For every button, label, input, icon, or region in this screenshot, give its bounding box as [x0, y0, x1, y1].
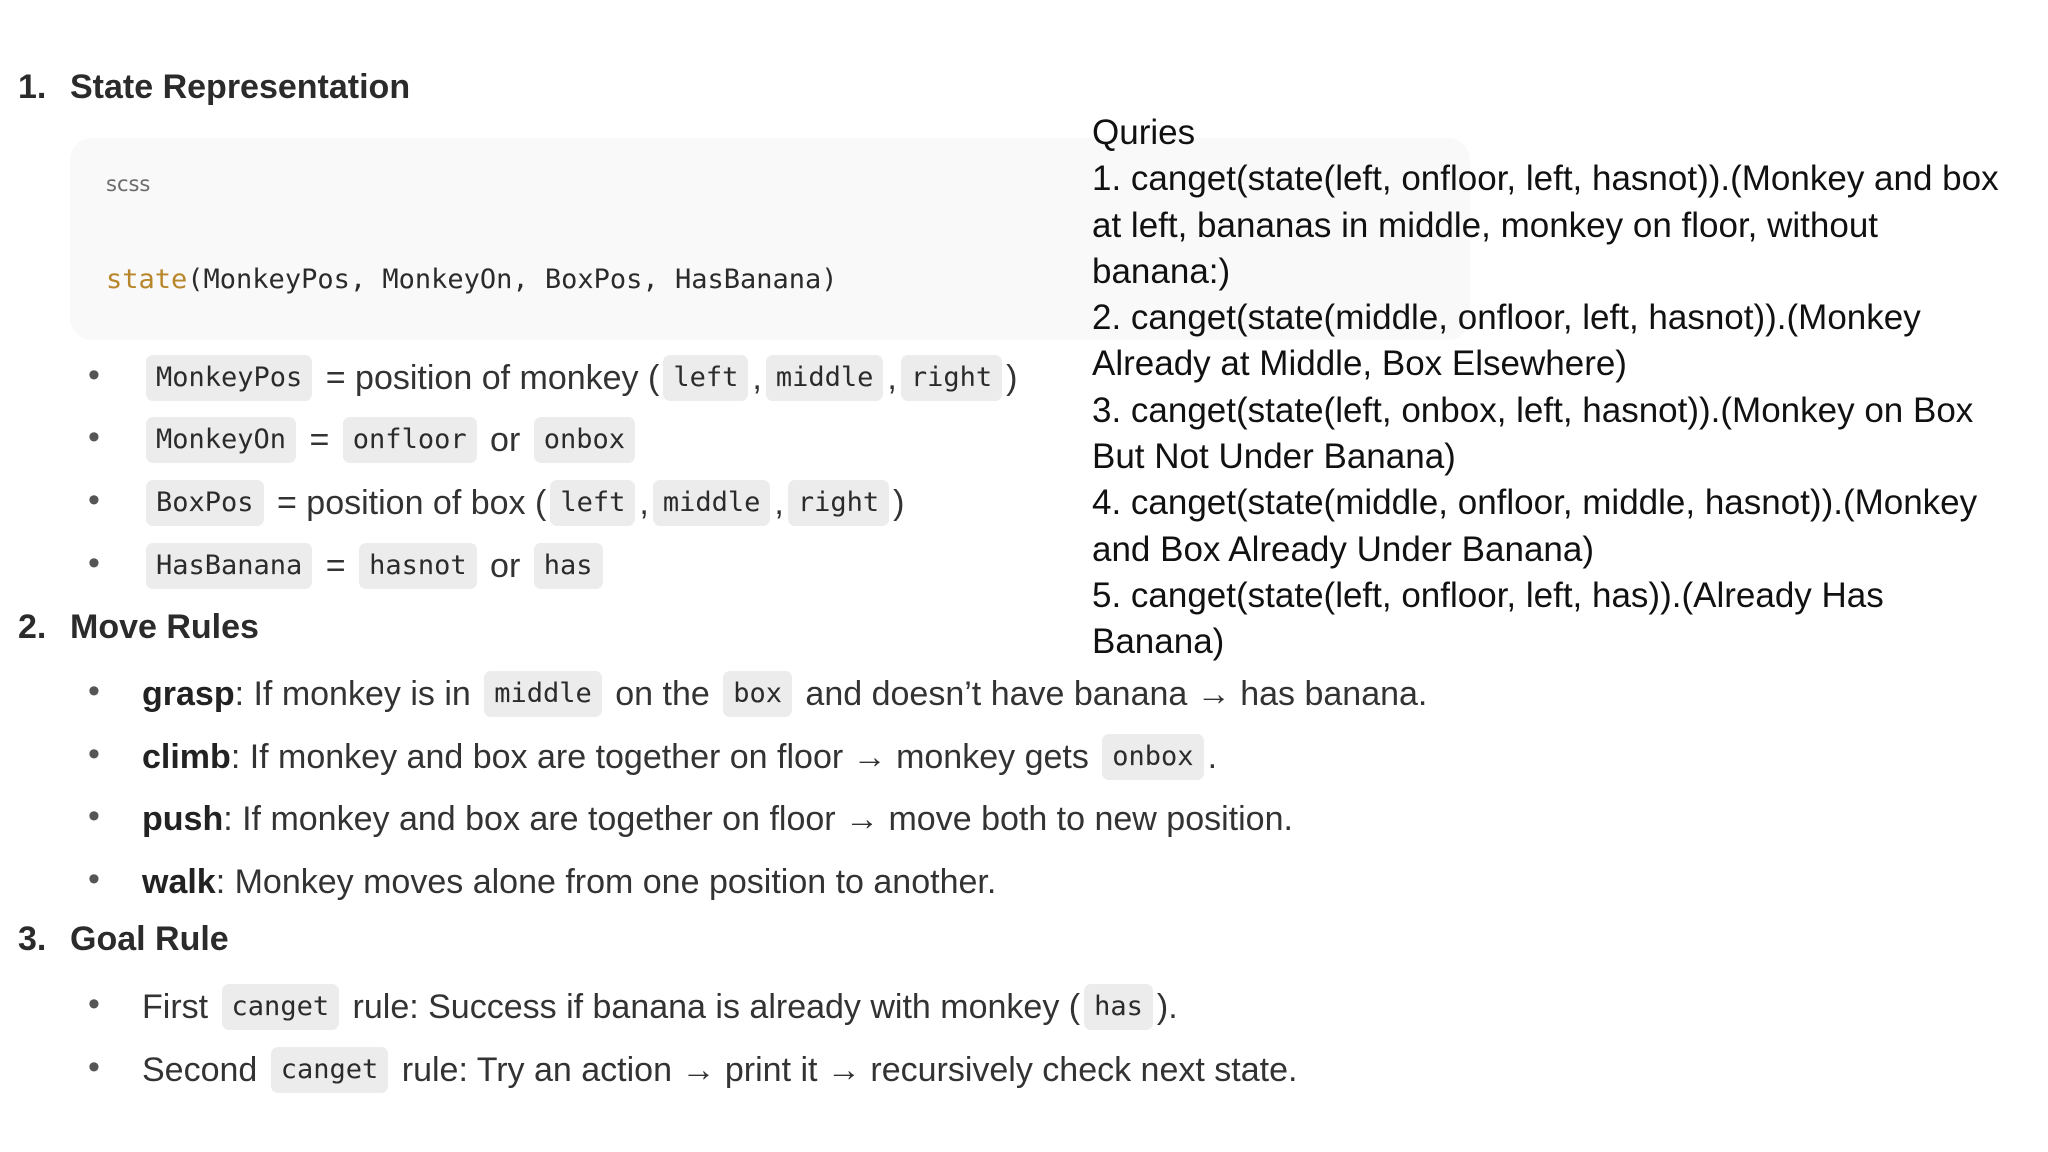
move-rule-climb: climb : If monkey and box are together on floor → monkey gets onbox . [142, 731, 1217, 783]
bullet-icon: • [88, 481, 100, 519]
section-2-title: Move Rules [70, 608, 259, 646]
state-item-monkeypos: MonkeyPos = position of monkey ( left , middle , right ) [142, 352, 1017, 404]
queries-panel [1092, 110, 2032, 666]
query-line: at left, bananas in middle, monkey on floor, without [1092, 205, 1879, 245]
move-rule-push: push : If monkey and box are together on floor → move both to new position. [142, 799, 1293, 838]
query-line: Already at Middle, Box Elsewhere) [1092, 344, 1627, 384]
query-line: 3. canget(state(left, onbox, left, hasnot)).(Monkey on Box [1092, 390, 1974, 430]
section-3-title: Goal Rule [70, 920, 229, 958]
query-line: 2. canget(state(middle, onfloor, left, hasnot)).(Monkey [1092, 298, 1921, 338]
code-language-label: scss [106, 172, 151, 196]
section-3-number: 3. [18, 920, 47, 958]
bullet-icon: • [88, 356, 100, 394]
goal-rule-first: First canget rule: Success if banana is already with monkey ( has ). [142, 981, 1178, 1033]
query-line: 5. canget(state(left, onfloor, left, has)).(Already Has [1092, 575, 1884, 615]
bullet-icon: • [88, 985, 100, 1023]
bullet-icon: • [88, 860, 100, 898]
state-item-boxpos: BoxPos = position of box ( left , middle , right ) [142, 477, 904, 529]
query-line: and Box Already Under Banana) [1092, 529, 1594, 569]
code-function-name: state [106, 264, 188, 295]
code-arguments: (MonkeyPos, MonkeyOn, BoxPos, HasBanana) [187, 264, 838, 295]
section-2-number: 2. [18, 608, 47, 646]
query-line: But Not Under Banana) [1092, 437, 1456, 477]
bullet-icon: • [88, 672, 100, 710]
code-line [106, 264, 838, 295]
bullet-icon: • [88, 1048, 100, 1086]
queries-title: Quries [1092, 113, 1196, 152]
section-1-number: 1. [18, 68, 47, 106]
move-rule-walk: walk : Monkey moves alone from one position to another. [142, 862, 997, 901]
bullet-icon: • [88, 735, 100, 773]
move-rule-grasp: grasp : If monkey is in middle on the box and doesn’t have banana → has banana. [142, 668, 1427, 720]
bullet-icon: • [88, 544, 100, 582]
bullet-icon: • [88, 797, 100, 835]
query-line: Banana) [1092, 622, 1225, 662]
query-line: banana:) [1092, 251, 1231, 291]
section-1-title: State Representation [70, 68, 411, 106]
state-item-hasbanana: HasBanana = hasnot or has [142, 540, 607, 592]
query-line: 1. canget(state(left, onfloor, left, hasnot)).(Monkey and box [1092, 159, 1999, 199]
goal-rule-second: Second canget rule: Try an action → print it → recursively check next state. [142, 1044, 1297, 1096]
query-line: 4. canget(state(middle, onfloor, middle, hasnot)).(Monkey [1092, 483, 1978, 523]
code-monkeypos: MonkeyPos [146, 355, 312, 401]
bullet-icon: • [88, 418, 100, 456]
state-item-monkeyon: MonkeyOn = onfloor or onbox [142, 414, 639, 466]
